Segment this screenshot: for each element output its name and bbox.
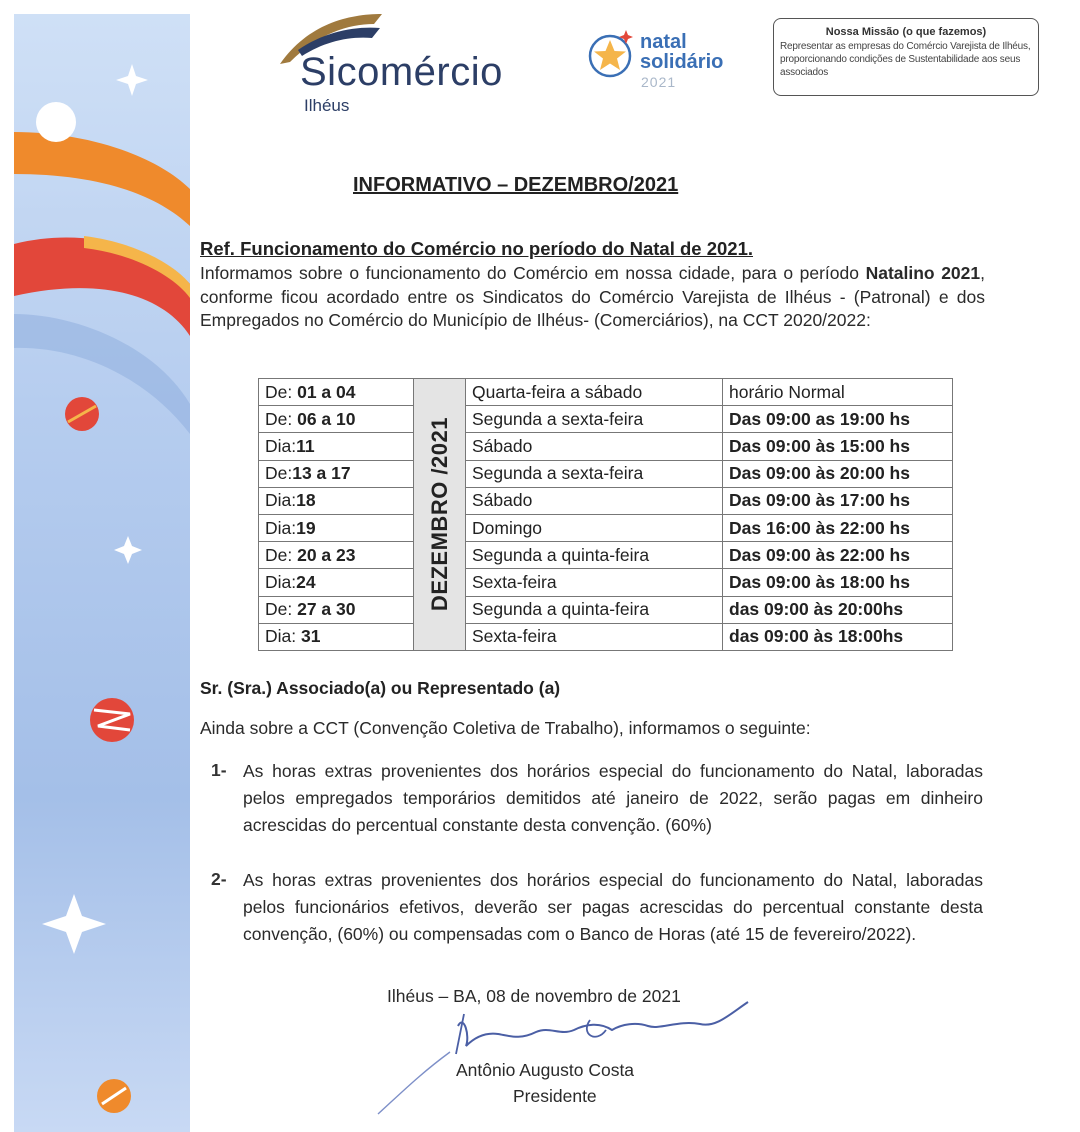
date-cell (259, 433, 414, 460)
weekday-cell: Sábado (466, 433, 723, 460)
date-range: 24 (296, 571, 316, 592)
table-row (259, 542, 953, 569)
weekday-cell: Quarta-feira a sábado (466, 379, 723, 406)
note-item: As horas extras provenientes dos horários especial do funcionamento do Natal, laboradas pelos funcionários efetivos, deverão ser pagas acrescidas do percentual constante desta convenção, (60%) ou compensadas com o Banco de Horas (até 15 de fevereiro/2022). (243, 870, 983, 944)
weekday-cell: Sábado (466, 487, 723, 514)
weekday-cell: Segunda a sexta-feira (466, 460, 723, 487)
date-prefix: Dia: (265, 490, 297, 511)
cct-intro: Ainda sobre a CCT (Convenção Coletiva de Trabalho), informamos o seguinte: (200, 718, 811, 738)
table-row (259, 623, 953, 650)
schedule-table (258, 378, 953, 651)
campaign-line2: solidário (640, 51, 724, 73)
date-cell (259, 487, 414, 514)
place-date: Ilhéus – BA, 08 de novembro de 2021 (387, 986, 681, 1006)
intro-text-a: Informamos sobre o funcionamento do Comércio em nossa cidade, para o período (200, 263, 866, 283)
hours-cell: Das 09:00 as 19:00 hs (723, 406, 953, 433)
document-title: INFORMATIVO – DEZEMBRO/2021 (353, 174, 679, 196)
table-row (259, 596, 953, 623)
hours-cell: horário Normal (723, 379, 953, 406)
table-row (259, 406, 953, 433)
table-row (259, 379, 953, 406)
campaign-year: 2021 (641, 74, 677, 90)
intro-paragraph (200, 262, 985, 333)
salutation: Sr. (Sra.) Associado(a) ou Representado (a) (200, 678, 561, 698)
date-prefix: Dia: (265, 571, 297, 592)
date-prefix: Dia: (265, 435, 297, 456)
date-cell (259, 514, 414, 541)
date-range: 31 (300, 626, 321, 647)
hours-cell: Das 09:00 às 18:00 hs (723, 569, 953, 596)
weekday-cell: Segunda a quinta-feira (466, 542, 723, 569)
date-range: 19 (296, 517, 316, 538)
date-range: 06 a 10 (297, 408, 356, 429)
hours-cell: das 09:00 às 18:00hs (723, 623, 953, 650)
date-cell (259, 569, 414, 596)
signer-name: Antônio Augusto Costa (456, 1060, 635, 1080)
date-range: 18 (296, 490, 316, 511)
table-row (259, 433, 953, 460)
date-range: 13 a 17 (292, 463, 351, 484)
weekday-cell: Sexta-feira (466, 569, 723, 596)
date-prefix: De: (265, 381, 298, 402)
hours-cell: das 09:00 às 20:00hs (723, 596, 953, 623)
hours-cell: Das 09:00 às 15:00 hs (723, 433, 953, 460)
table-row (259, 487, 953, 514)
date-cell (259, 596, 414, 623)
month-label: DEZEMBRO /2021 (426, 417, 452, 612)
date-prefix: De: (265, 463, 293, 484)
date-prefix: De: (265, 599, 298, 620)
logo-wordmark: Sicomércio (300, 50, 503, 94)
mission-heading: Nossa Missão (825, 26, 900, 38)
mission-title (780, 24, 1032, 38)
mission-text: Representar as empresas do Comércio Varejista de Ilhéus, proporcionando condições de Sustentabilidade aos seus associados (780, 41, 1031, 78)
mission-subheading: (o que fazemos) (902, 26, 987, 38)
reference-line: Ref. Funcionamento do Comércio no período do Natal de 2021. (200, 238, 754, 259)
table-row (259, 569, 953, 596)
date-cell (259, 379, 414, 406)
campaign-line1: natal (640, 31, 687, 53)
intro-bold: Natalino 2021 (865, 263, 981, 283)
date-prefix: Dia: (265, 626, 301, 647)
logo-city: Ilhéus (304, 96, 350, 115)
date-cell (259, 542, 414, 569)
date-cell (259, 460, 414, 487)
weekday-cell: Segunda a sexta-feira (466, 406, 723, 433)
date-prefix: De: (265, 408, 298, 429)
month-cell (414, 379, 466, 651)
weekday-cell: Domingo (466, 514, 723, 541)
hours-cell: Das 09:00 às 22:00 hs (723, 542, 953, 569)
date-prefix: Dia: (265, 517, 297, 538)
note-item: As horas extras provenientes dos horários especial do funcionamento do Natal, laboradas pelos empregados temporários demitidos até janeiro de 2022, serão pagas em dinheiro acrescidas do percentual constante desta convenção. (60%) (243, 761, 983, 835)
hours-cell: Das 09:00 às 20:00 hs (723, 460, 953, 487)
date-range: 11 (296, 435, 315, 456)
mission-box (773, 18, 1039, 96)
date-range: 27 a 30 (297, 599, 356, 620)
date-cell (259, 623, 414, 650)
table-row (259, 514, 953, 541)
decorative-side-band (14, 14, 190, 1132)
date-prefix: De: (265, 544, 298, 565)
weekday-cell: Sexta-feira (466, 623, 723, 650)
table-row (259, 460, 953, 487)
hours-cell: Das 09:00 às 17:00 hs (723, 487, 953, 514)
date-cell (259, 406, 414, 433)
signer-role: Presidente (513, 1086, 597, 1106)
weekday-cell: Segunda a quinta-feira (466, 596, 723, 623)
item-number: 1- (211, 760, 227, 780)
hours-cell: Das 16:00 às 22:00 hs (723, 514, 953, 541)
intro-text-b: , conforme ficou acordado entre os Sindicatos do Comércio Varejista de Ilhéus - (Patronal) e dos Empregados no Comércio do Município de Ilhéus- (Comerciários), na CCT 2020/2022: (200, 263, 986, 330)
date-range: 01 a 04 (297, 381, 356, 402)
date-range: 20 a 23 (297, 544, 356, 565)
item-number: 2- (211, 869, 227, 889)
